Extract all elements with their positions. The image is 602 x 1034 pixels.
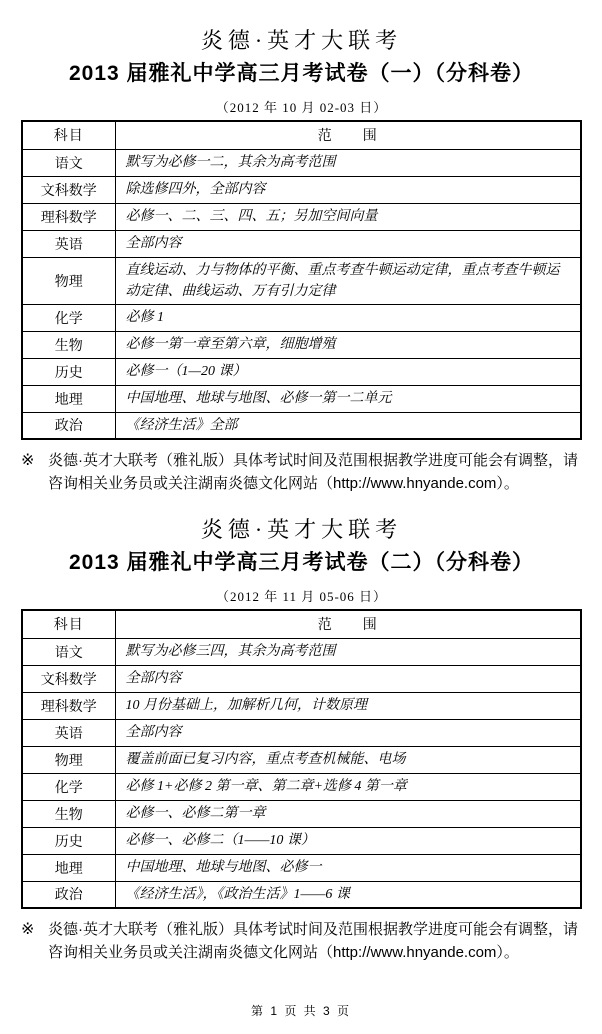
range-cell: 中国地理、地球与地图、必修一 xyxy=(115,854,581,881)
range-cell: 全部内容 xyxy=(115,719,581,746)
range-cell: 《经济生活》全部 xyxy=(115,412,581,439)
table-header-row xyxy=(22,610,581,638)
subject-cell: 地理 xyxy=(22,385,115,412)
subject-cell: 文科数学 xyxy=(22,176,115,203)
note-text: 炎德·英才大联考（雅礼版）具体考试时间及范围根据教学进度可能会有调整，请咨询相关业务员或关注湖南炎德文化网站（http://www.hnyande.com）。 xyxy=(48,452,578,492)
subject-cell: 文科数学 xyxy=(22,665,115,692)
note-2 xyxy=(21,918,589,964)
range-cell: 10 月份基础上，加解析几何，计数原理 xyxy=(115,692,581,719)
subject-cell: 化学 xyxy=(22,304,115,331)
subject-cell: 理科数学 xyxy=(22,692,115,719)
table-row xyxy=(22,203,581,230)
subject-cell: 物理 xyxy=(22,257,115,304)
range-cell: 默写为必修一二，其余为高考范围 xyxy=(115,149,581,176)
exam-section-2 xyxy=(21,517,582,964)
range-cell: 必修一、必修二第一章 xyxy=(115,800,581,827)
note-text: 炎德·英才大联考（雅礼版）具体考试时间及范围根据教学进度可能会有调整，请咨询相关业务员或关注湖南炎德文化网站（http://www.hnyande.com）。 xyxy=(48,921,578,961)
range-cell: 必修 1+必修 2 第一章、第二章+选修 4 第一章 xyxy=(115,773,581,800)
range-cell: 覆盖前面已复习内容，重点考查机械能、电场 xyxy=(115,746,581,773)
range-cell: 直线运动、力与物体的平衡、重点考查牛顿运动定律，重点考查牛顿运动定律、曲线运动、万有引力定律 xyxy=(115,257,581,304)
exam-title: 2013 届雅礼中学高三月考试卷（二）（分科卷） xyxy=(68,551,535,574)
table-row xyxy=(22,412,581,439)
table-row xyxy=(22,692,581,719)
range-cell: 全部内容 xyxy=(115,230,581,257)
exam-scope-table-1 xyxy=(21,120,582,440)
table-row xyxy=(22,746,581,773)
table-row xyxy=(22,800,581,827)
range-cell: 《经济生活》，《政治生活》1——6 课 xyxy=(115,881,581,908)
range-cell: 必修一（1—20 课） xyxy=(115,358,581,385)
table-row xyxy=(22,176,581,203)
range-cell: 必修一、二、三、四、五；另加空间向量 xyxy=(115,203,581,230)
table-row xyxy=(22,638,581,665)
table-row xyxy=(22,358,581,385)
range-cell: 全部内容 xyxy=(115,665,581,692)
brand-title: 炎德·英才大联考 xyxy=(200,28,403,53)
range-cell: 必修一、必修二（1——10 课） xyxy=(115,827,581,854)
subject-cell: 历史 xyxy=(22,827,115,854)
note-marker: ※ xyxy=(21,921,35,938)
table-row xyxy=(22,385,581,412)
table-row xyxy=(22,827,581,854)
subject-cell: 语文 xyxy=(22,638,115,665)
exam-title: 2013 届雅礼中学高三月考试卷（一）（分科卷） xyxy=(68,62,535,85)
table-row xyxy=(22,149,581,176)
subject-cell: 英语 xyxy=(22,230,115,257)
table-row xyxy=(22,257,581,304)
subject-cell: 化学 xyxy=(22,773,115,800)
subject-cell: 生物 xyxy=(22,800,115,827)
range-cell: 默写为必修三四，其余为高考范围 xyxy=(115,638,581,665)
table-row xyxy=(22,773,581,800)
range-cell: 必修一第一章至第六章，细胞增殖 xyxy=(115,331,581,358)
exam-section-1 xyxy=(21,28,582,495)
range-cell: 必修 1 xyxy=(115,304,581,331)
subject-cell: 地理 xyxy=(22,854,115,881)
table-row xyxy=(22,230,581,257)
table-row xyxy=(22,331,581,358)
subject-cell: 政治 xyxy=(22,412,115,439)
table-row xyxy=(22,854,581,881)
brand-title: 炎德·英才大联考 xyxy=(200,517,403,542)
table-row xyxy=(22,881,581,908)
subject-cell: 政治 xyxy=(22,881,115,908)
range-cell: 除选修四外，全部内容 xyxy=(115,176,581,203)
exam-date: （2012 年 11 月 05-06 日） xyxy=(215,589,388,604)
note-marker: ※ xyxy=(21,452,35,469)
subject-cell: 理科数学 xyxy=(22,203,115,230)
range-cell: 中国地理、地球与地图、必修一第一二单元 xyxy=(115,385,581,412)
column-header-range: 范 围 xyxy=(115,610,581,638)
note-1 xyxy=(21,449,589,495)
column-header-subject: 科目 xyxy=(22,121,115,149)
subject-cell: 英语 xyxy=(22,719,115,746)
subject-cell: 历史 xyxy=(22,358,115,385)
column-header-range: 范 围 xyxy=(115,121,581,149)
column-header-subject: 科目 xyxy=(22,610,115,638)
subject-cell: 语文 xyxy=(22,149,115,176)
exam-date: （2012 年 10 月 02-03 日） xyxy=(215,100,388,115)
table-header-row xyxy=(22,121,581,149)
subject-cell: 物理 xyxy=(22,746,115,773)
table-row xyxy=(22,719,581,746)
page-number: 第 1 页 共 3 页 xyxy=(250,1004,352,1018)
table-row xyxy=(22,304,581,331)
subject-cell: 生物 xyxy=(22,331,115,358)
exam-scope-table-2 xyxy=(21,609,582,909)
table-row xyxy=(22,665,581,692)
